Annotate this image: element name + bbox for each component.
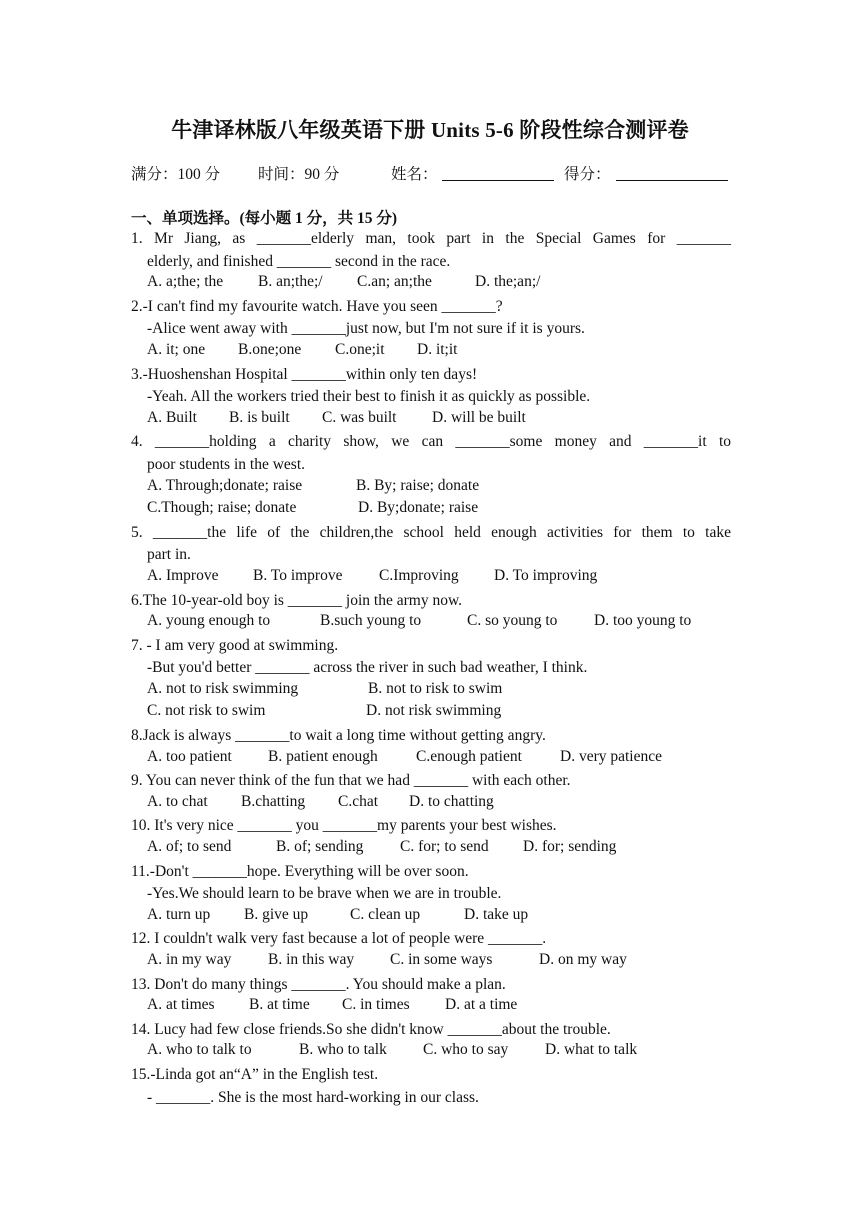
options-row [131,477,731,500]
question-stem: 12. I couldn't walk very fast because a lot of people were _______. [131,930,547,948]
option-b: B. in this way [268,951,355,968]
question-stem: 11.-Don't _______hope. Everything will be over soon. [131,862,469,880]
option-d: D. for; sending [523,838,617,856]
question-stem: 6.The 10-year-old boy is _______ join the army now. [131,591,463,609]
option-a: A. turn up [147,905,211,923]
question-stem-cont: poor students in the west. [147,455,305,473]
question-stem: 9. You can never think of the fun that we had _______ with each other. [131,772,571,790]
question-stem: 1. Mr Jiang, as _______elderly man, took part in the Special Games for _______ [131,230,731,247]
question-stem-cont: elderly, and finished _______ second in the race. [147,252,451,270]
option-a: A. Built [147,408,197,426]
option-c: C. clean up [350,905,421,923]
question-stem-cont: -Yes.We should learn to be brave when we are in trouble. [147,885,502,903]
option-a: A. too patient [147,747,232,765]
option-b: B. not to risk to swim [368,679,503,697]
options-row [131,793,731,816]
question-stem: 7. - I am very good at swimming. [131,636,339,654]
option-a: A. it; one [147,340,206,358]
question-stem: 2.-I can't find my favourite watch. Have you seen _______? [131,297,503,315]
question-stem: 5. _______the life of the children,the school held enough activities for them to take [131,523,731,541]
question-stem-cont: -Alice went away with _______just now, but I'm not sure if it is yours. [147,320,585,338]
option-a: A. of; to send [147,838,232,856]
question-stem: 10. It's very nice _______ you _______my parents your best wishes. [131,817,557,835]
option-c: C.an; an;the [357,273,432,291]
option-d: D. at a time [445,996,518,1014]
question-stem: 14. Lucy had few close friends.So she didn't know _______about the trouble. [131,1020,611,1038]
options-row [131,567,731,590]
score-blank[interactable] [616,180,728,181]
option-b: B. at time [249,996,310,1014]
question-stem-cont: part in. [147,546,191,564]
option-a: A. Improve [147,566,219,584]
option-a: A. Through;donate; raise [147,476,303,494]
name-label: 姓名： [391,166,438,183]
option-a: A. young enough to [147,612,271,630]
option-b: B. To improve [253,566,343,584]
time-label: 时间：90 分 [258,166,340,183]
options-row [131,499,731,522]
option-a: A. in my way [147,951,232,968]
option-b: B.chatting [241,792,306,810]
option-d: D. take up [464,905,529,923]
option-c: C.Though; raise; donate [147,499,297,517]
option-c: C. so young to [467,612,558,630]
question-stem: 3.-Huoshenshan Hospital _______within only ten days! [131,365,478,383]
options-row [131,906,731,929]
option-b: B. who to talk [299,1041,387,1059]
options-row [131,680,731,703]
option-b: B.such young to [320,612,422,630]
option-d: D. to chatting [409,792,494,810]
option-d: D. the;an;/ [475,273,541,291]
option-b: B. give up [244,905,309,923]
question-stem-cont: -Yeah. All the workers tried their best to finish it as quickly as possible. [147,388,591,406]
question-stem: 4. _______holding a charity show, we can _______some money and _______it to [131,433,731,451]
options-row [131,1041,731,1064]
option-d: D. very patience [560,747,662,765]
option-d: D. it;it [417,340,458,358]
question-list [131,228,731,1109]
options-row [131,409,731,432]
question-stem-cont: - _______. She is the most hard-working in our class. [147,1088,479,1106]
option-d: D. what to talk [545,1041,638,1059]
option-c: C.enough patient [416,747,522,765]
options-row [131,702,731,725]
question-stem: 13. Don't do many things _______. You should make a plan. [131,975,506,993]
options-row [131,612,731,635]
question-stem: 15.-Linda got an“A” in the English test. [131,1065,379,1083]
option-c: C.chat [338,792,379,810]
option-c: C. in some ways [390,951,493,968]
options-row [131,996,731,1019]
option-a: A. a;the; the [147,273,224,291]
option-b: B. an;the;/ [258,273,323,291]
exam-title: 牛津译林版八年级英语下册 Units 5-6 阶段性综合测评卷 [171,118,689,142]
name-blank[interactable] [442,180,554,181]
option-d: D. on my way [539,951,627,968]
options-row [131,838,731,861]
option-b: B. of; sending [276,838,364,856]
option-c: C.Improving [379,566,459,584]
option-b: B. is built [229,408,290,426]
option-b: B.one;one [238,340,302,358]
question-stem: 8.Jack is always _______to wait a long time without getting angry. [131,727,546,745]
options-row [131,951,731,974]
options-row [131,273,731,296]
option-b: B. patient enough [268,747,378,765]
option-b: B. By; raise; donate [356,476,480,494]
option-c: C. in times [342,996,410,1014]
exam-info-row [131,162,731,184]
score-label: 得分： [564,166,611,183]
option-c: C. for; to send [400,838,489,856]
option-c: C. not risk to swim [147,702,266,720]
option-d: D. not risk swimming [366,702,502,720]
option-a: A. at times [147,996,215,1014]
option-a: A. to chat [147,792,208,810]
option-d: D. To improving [494,566,598,584]
section-title: 一、单项选择。(每小题 1 分，共 15 分) [131,210,398,227]
option-d: D. By;donate; raise [358,499,479,517]
options-row [131,341,731,364]
option-c: C. who to say [423,1041,509,1059]
option-c: C.one;it [335,340,385,358]
question-stem-cont: -But you'd better _______ across the river in such bad weather, I think. [147,659,588,677]
full-score-label: 满分：100 分 [131,166,221,183]
option-d: D. too young to [594,612,692,630]
option-c: C. was built [322,408,397,426]
option-a: A. who to talk to [147,1041,252,1059]
option-d: D. will be built [432,408,526,426]
options-row [131,748,731,771]
option-a: A. not to risk swimming [147,679,299,697]
